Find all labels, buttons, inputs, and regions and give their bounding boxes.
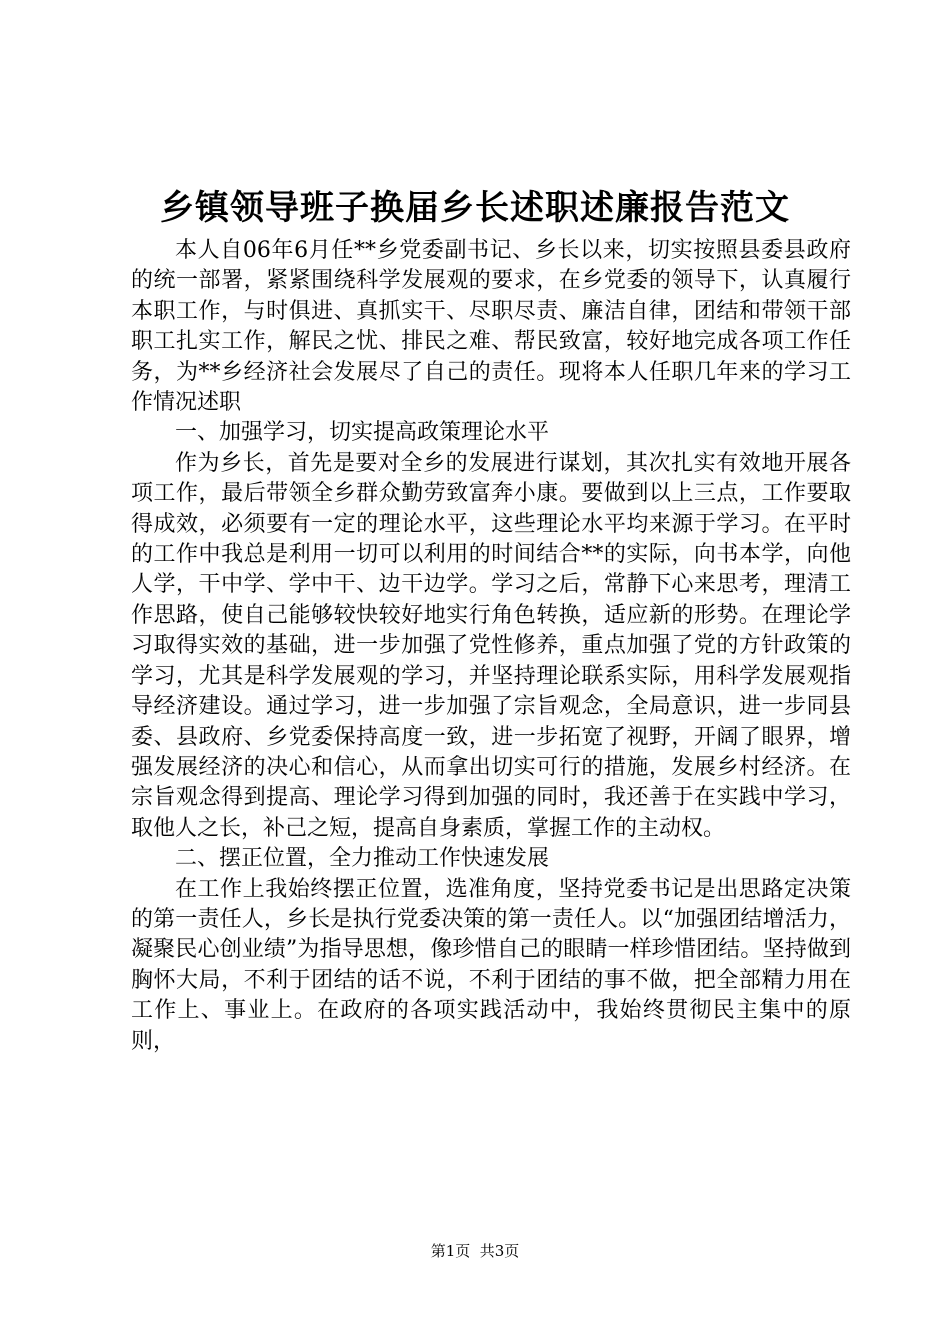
page-footer <box>0 1241 950 1261</box>
document-body <box>131 236 851 1057</box>
section-heading-1: 一、加强学习，切实提高政策理论水平 <box>175 420 550 446</box>
intro-paragraph: 本人自06年6月任**乡党委副书记、乡长以来，切实按照县委县政府的统一部署，紧紧围绕科学发展观的要求，在乡党委的领导下，认真履行本职工作，与时俱进、真抓实干、尽职尽责、廉洁自律，团结和带领干部职工扎实工作，解民之忧、排民之难、帮民致富，较好地完成各项工作任务，为**乡经济社会发展尽了自己的责任。现将本人任职几年来的学习工作情况述职 <box>131 238 851 416</box>
section-1-paragraph: 作为乡长，首先是要对全乡的发展进行谋划，其次扎实有效地开展各项工作，最后带领全乡群众勤劳致富奔小康。要做到以上三点，工作要取得成效，必须要有一定的理论水平，这些理论水平均来源于学习。在平时的工作中我总是利用一切可以利用的时间结合**的实际，向书本学，向他人学，干中学、学中干、边干边学。学习之后，常静下心来思考，理清工作思路，使自己能够较快较好地实行角色转换，适应新的形势。在理论学习取得实效的基础，进一步加强了党性修养，重点加强了党的方针政策的学习，尤其是科学发展观的学习，并坚持理论联系实际，用科学发展观指导经济建设。通过学习，进一步加强了宗旨观念，全局意识，进一步同县委、县政府、乡党委保持高度一致，进一步拓宽了视野，开阔了眼界，增强发展经济的决心和信心，从而拿出切实可行的措施，发展乡村经济。在宗旨观念得到提高、理论学习得到加强的同时，我还善于在实践中学习，取他人之长，补己之短，提高自身素质，掌握工作的主动权。 <box>131 450 851 841</box>
section-heading-2: 二、摆正位置，全力推动工作快速发展 <box>175 846 550 872</box>
section-2-paragraph: 在工作上我始终摆正位置，选准角度，坚持党委书记是出思路定决策的第一责任人，乡长是执行党委决策的第一责任人。以“加强团结增活力，凝聚民心创业绩”为指导思想，像珍惜自己的眼睛一样珍惜团结。坚持做到胸怀大局，不利于团结的话不说，不利于团结的事不做，把全部精力用在工作上、事业上。在政府的各项实践活动中，我始终贯彻民主集中的原则， <box>131 876 851 1054</box>
page-number: 第1页 共3页 <box>430 1242 520 1260</box>
document-title: 乡镇领导班子换届乡长述职述廉报告范文 <box>160 188 790 228</box>
